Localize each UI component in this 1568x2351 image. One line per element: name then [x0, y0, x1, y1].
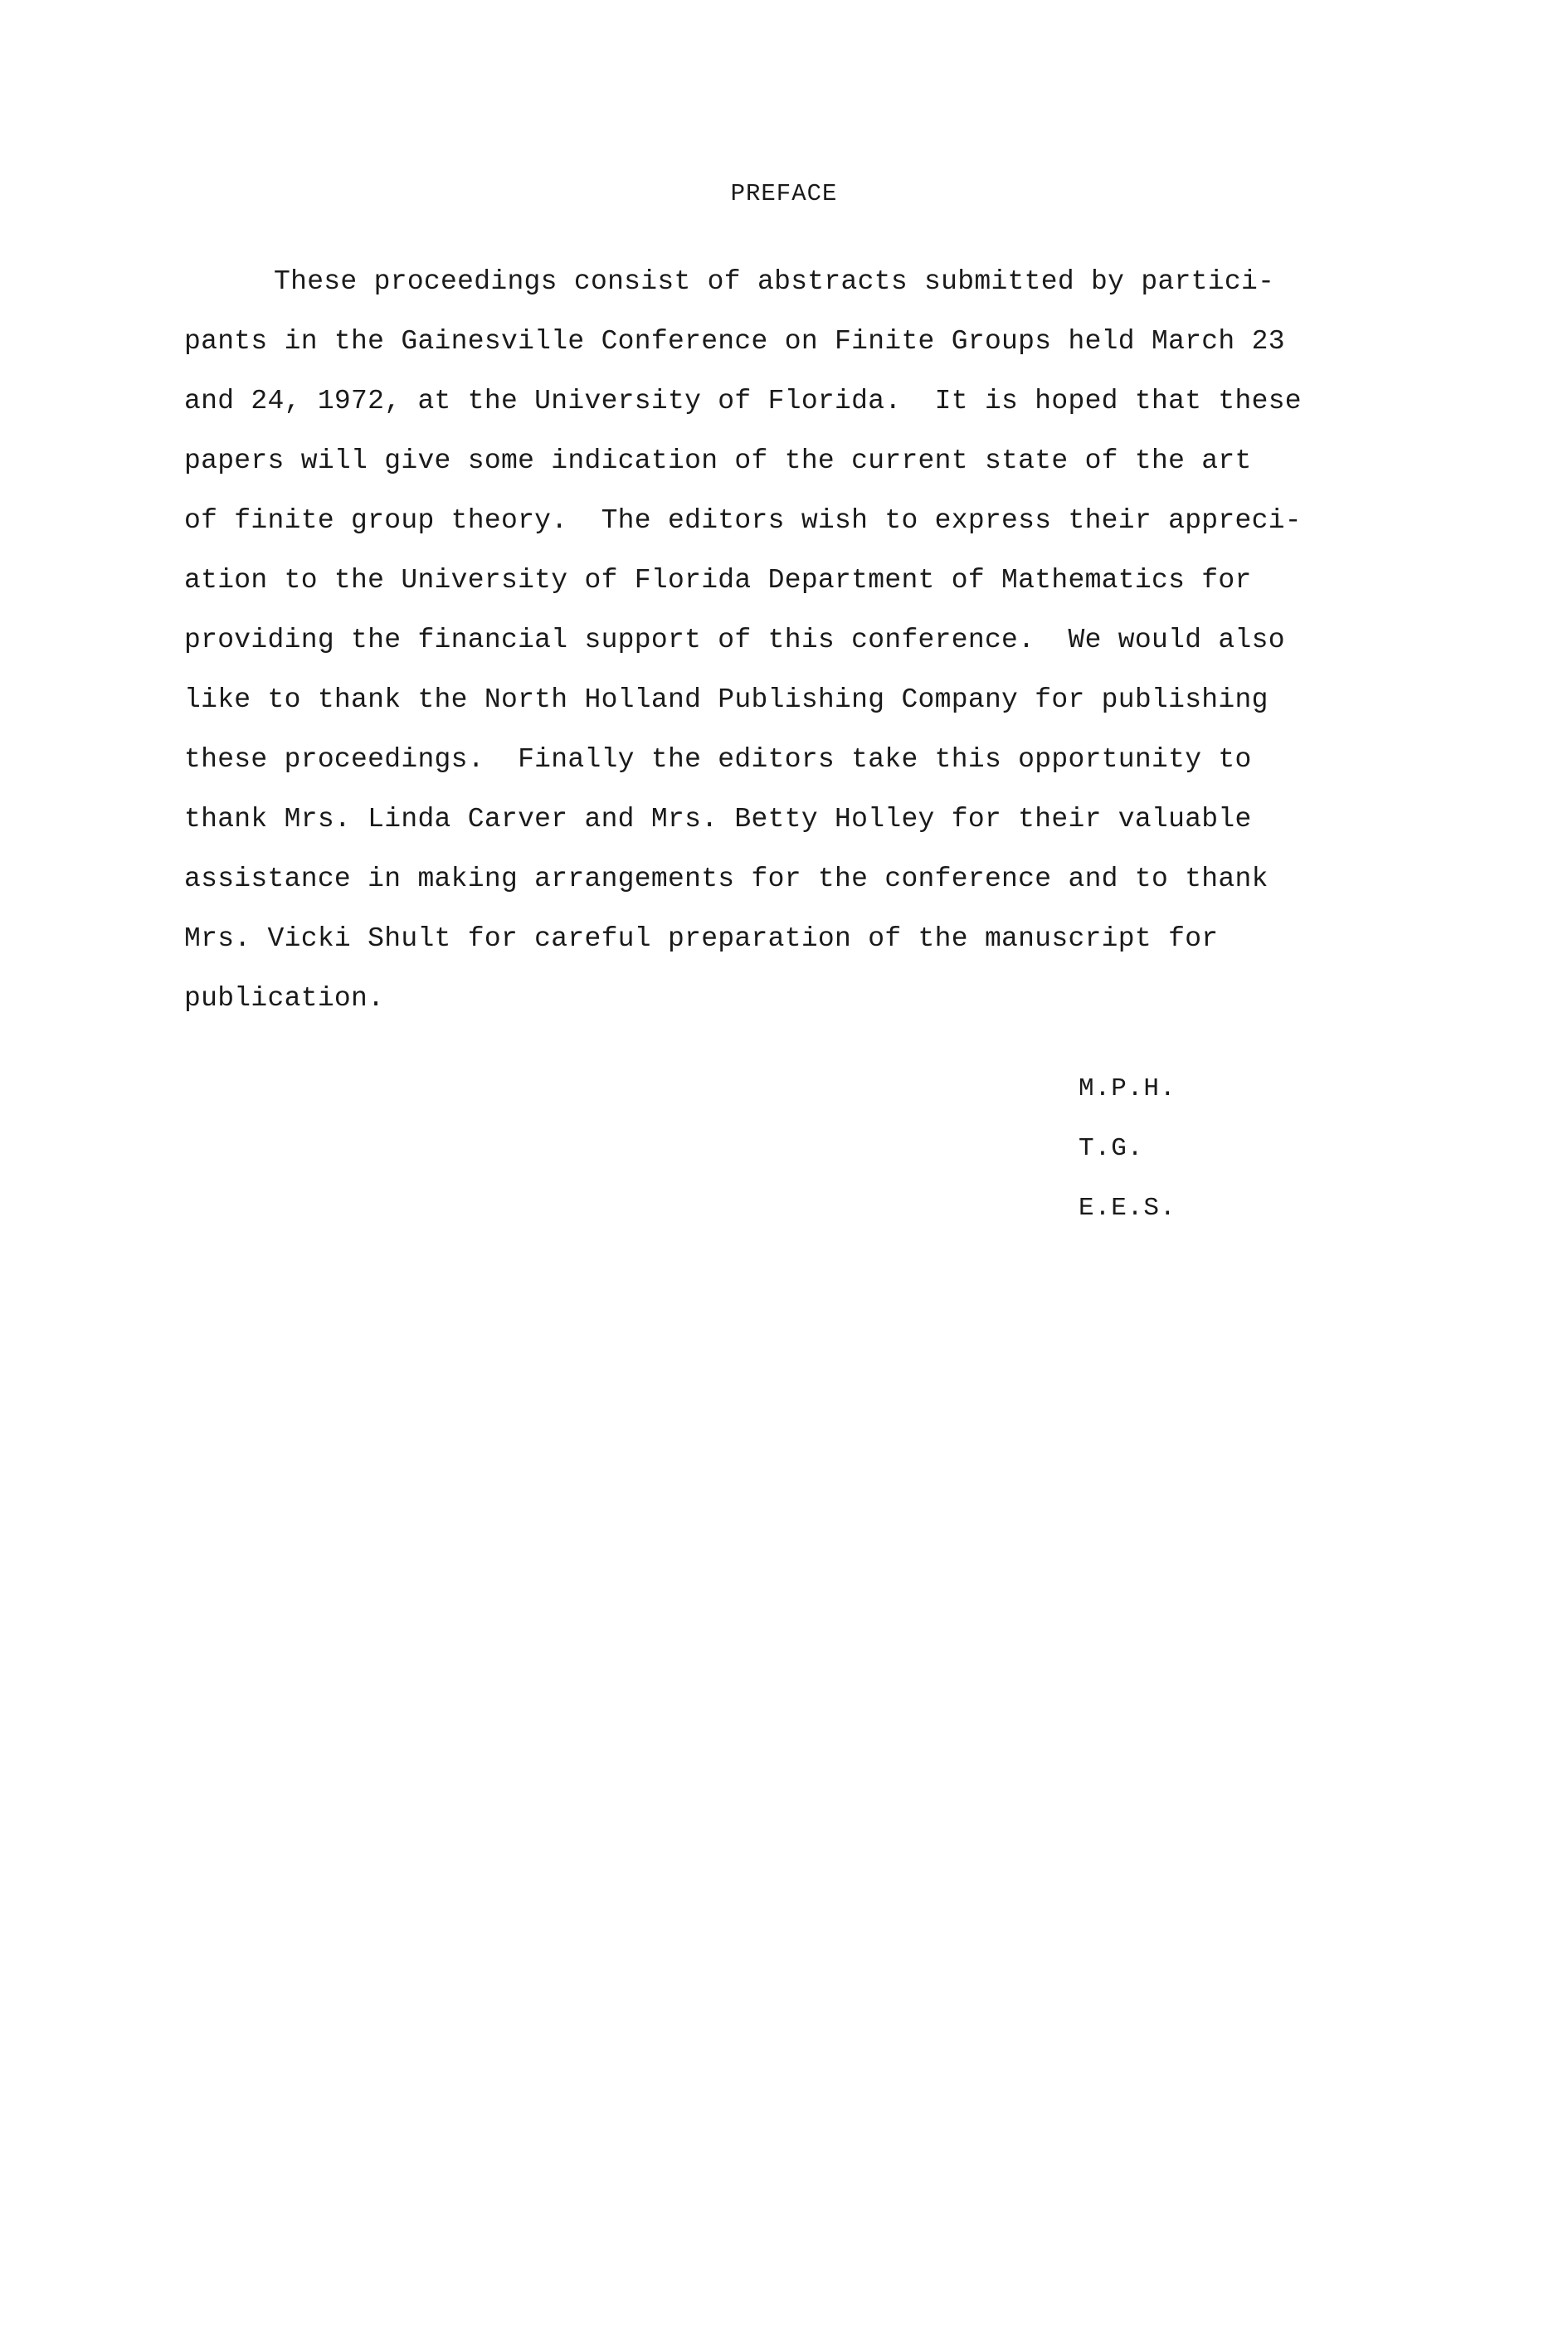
paragraph-line: assistance in making arrangements for the conference and to thank: [184, 864, 1269, 894]
paragraph-line: of finite group theory. The editors wish to express their appreci-: [184, 505, 1302, 536]
page-title: PREFACE: [730, 180, 838, 207]
paragraph-line: like to thank the North Holland Publishing Company for publishing: [184, 684, 1269, 715]
paragraph-line: publication.: [184, 983, 385, 1014]
paragraph-line: providing the financial support of this conference. We would also: [184, 625, 1285, 655]
paragraph-line: papers will give some indication of the current state of the art: [184, 445, 1252, 476]
paragraph-line: and 24, 1972, at the University of Florida. It is hoped that these: [184, 386, 1302, 416]
paragraph-line: pants in the Gainesville Conference on Finite Groups held March 23: [184, 326, 1285, 357]
paragraph-line: thank Mrs. Linda Carver and Mrs. Betty Holley for their valuable: [184, 804, 1252, 835]
paragraph-line: ation to the University of Florida Department of Mathematics for: [184, 565, 1252, 596]
signature-initials: T.G.: [1079, 1134, 1144, 1163]
paragraph-line: These proceedings consist of abstracts submitted by partici-: [274, 266, 1275, 297]
preface-paragraph: [0, 0, 1568, 1161]
signature-initials: M.P.H.: [1079, 1074, 1176, 1103]
signature-initials: E.E.S.: [1079, 1194, 1176, 1223]
paragraph-line: Mrs. Vicki Shult for careful preparation of the manuscript for: [184, 923, 1219, 954]
paragraph-line: these proceedings. Finally the editors take this opportunity to: [184, 744, 1252, 775]
